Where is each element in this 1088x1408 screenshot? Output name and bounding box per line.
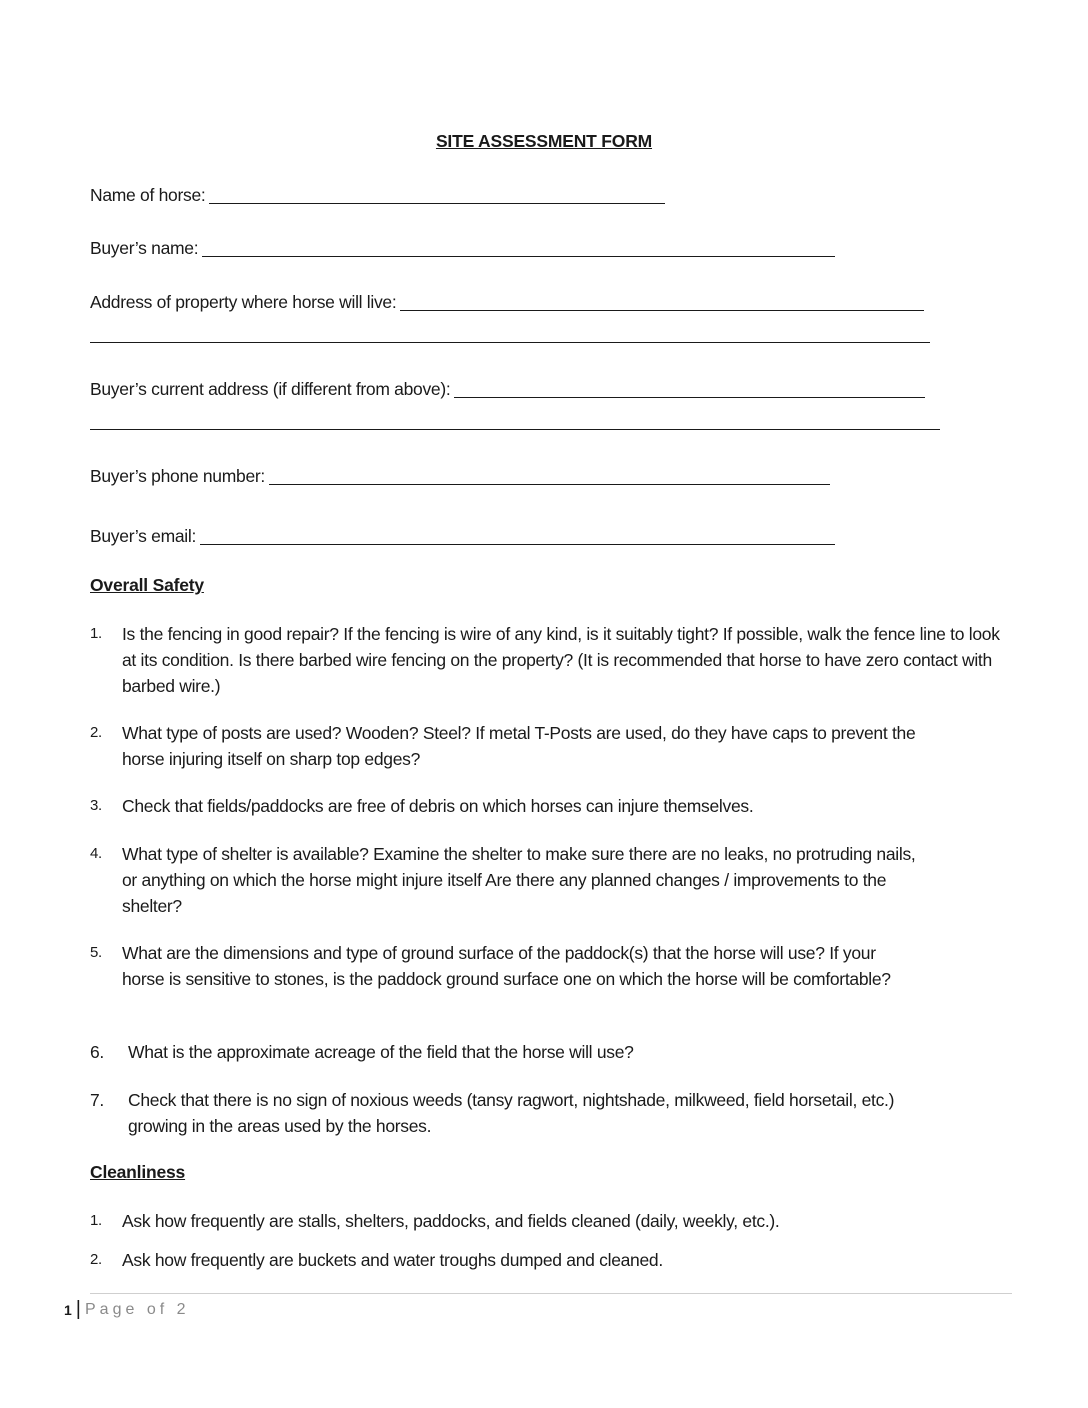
current-address-field xyxy=(90,374,925,400)
item-text: Ask how frequently are buckets and water troughs dumped and cleaned. xyxy=(122,1250,663,1270)
item-number: 4. xyxy=(90,845,102,862)
page-title: SITE ASSESSMENT FORM xyxy=(435,131,653,151)
list-item xyxy=(90,1087,1010,1139)
item-text: Ask how frequently are stalls, shelters, paddocks, and fields cleaned (daily, weekly, etc.). xyxy=(122,1211,780,1231)
cleanliness-heading: Cleanliness xyxy=(90,1162,186,1182)
footer-divider xyxy=(90,1293,1012,1294)
current-address-label: Buyer’s current address (if different from above): xyxy=(90,379,451,399)
property-address-label: Address of property where horse will live: xyxy=(90,292,397,312)
horse-name-line[interactable] xyxy=(209,183,665,204)
item-text: Check that fields/paddocks are free of debris on which horses can injure themselves. xyxy=(122,796,754,816)
horse-name-field xyxy=(90,180,665,206)
item-number: 2. xyxy=(90,724,102,741)
item-text: What type of posts are used? Wooden? Steel? If metal T-Posts are used, do they have caps to prevent the horse injuring itself on sharp top edges? xyxy=(122,723,916,769)
buyer-name-field xyxy=(90,233,835,259)
list-item xyxy=(90,841,1010,919)
page-footer xyxy=(64,1298,190,1321)
property-address-line[interactable] xyxy=(400,290,924,311)
footer-page-number: 1 xyxy=(64,1301,72,1318)
phone-label: Buyer’s phone number: xyxy=(90,466,265,486)
phone-field xyxy=(90,461,830,487)
list-item xyxy=(90,1247,1010,1273)
item-number: 3. xyxy=(90,797,102,814)
item-number: 2. xyxy=(90,1251,102,1268)
footer-page-text: Page of 2 xyxy=(85,1300,190,1318)
email-field xyxy=(90,521,835,547)
item-text: Is the fencing in good repair? If the fencing is wire of any kind, is it suitably tight? If possible, walk the fence line to look at its condition. Is there barbed wire fencing on the property? (It is recommended that horse to have zero contact with barbed wire.) xyxy=(122,624,1000,696)
current-address-line[interactable] xyxy=(454,377,925,398)
list-item xyxy=(90,621,1010,699)
item-number: 5. xyxy=(90,944,102,961)
horse-name-label: Name of horse: xyxy=(90,185,206,205)
list-item xyxy=(90,940,1010,992)
item-text: What is the approximate acreage of the field that the horse will use? xyxy=(128,1042,634,1062)
item-text: What are the dimensions and type of ground surface of the paddock(s) that the horse will use? If your horse is sensitive to stones, is the paddock ground surface one on which the horse will be comfortable? xyxy=(122,943,891,989)
buyer-name-line[interactable] xyxy=(202,236,835,257)
current-address-line-2[interactable] xyxy=(90,428,940,430)
phone-line[interactable] xyxy=(269,464,830,485)
property-address-field xyxy=(90,287,924,313)
buyer-name-label: Buyer’s name: xyxy=(90,238,199,258)
item-number: 6. xyxy=(90,1042,104,1062)
list-item xyxy=(90,1208,1010,1234)
item-number: 1. xyxy=(90,625,102,642)
footer-separator: | xyxy=(75,1298,81,1320)
property-address-line-2[interactable] xyxy=(90,341,930,343)
item-text: Check that there is no sign of noxious weeds (tansy ragwort, nightshade, milkweed, field horsetail, etc.) growing in the areas used by the horses. xyxy=(128,1090,895,1136)
list-item xyxy=(90,1039,1010,1065)
email-label: Buyer’s email: xyxy=(90,526,197,546)
overall-safety-heading: Overall Safety xyxy=(90,575,204,595)
list-item xyxy=(90,720,1010,772)
item-text: What type of shelter is available? Examine the shelter to make sure there are no leaks, no protruding nails, or anything on which the horse might injure itself Are there any planned changes / improvements to the shelter? xyxy=(122,844,916,916)
list-item xyxy=(90,793,1010,819)
item-number: 7. xyxy=(90,1090,104,1110)
email-line[interactable] xyxy=(200,524,835,545)
item-number: 1. xyxy=(90,1212,102,1229)
